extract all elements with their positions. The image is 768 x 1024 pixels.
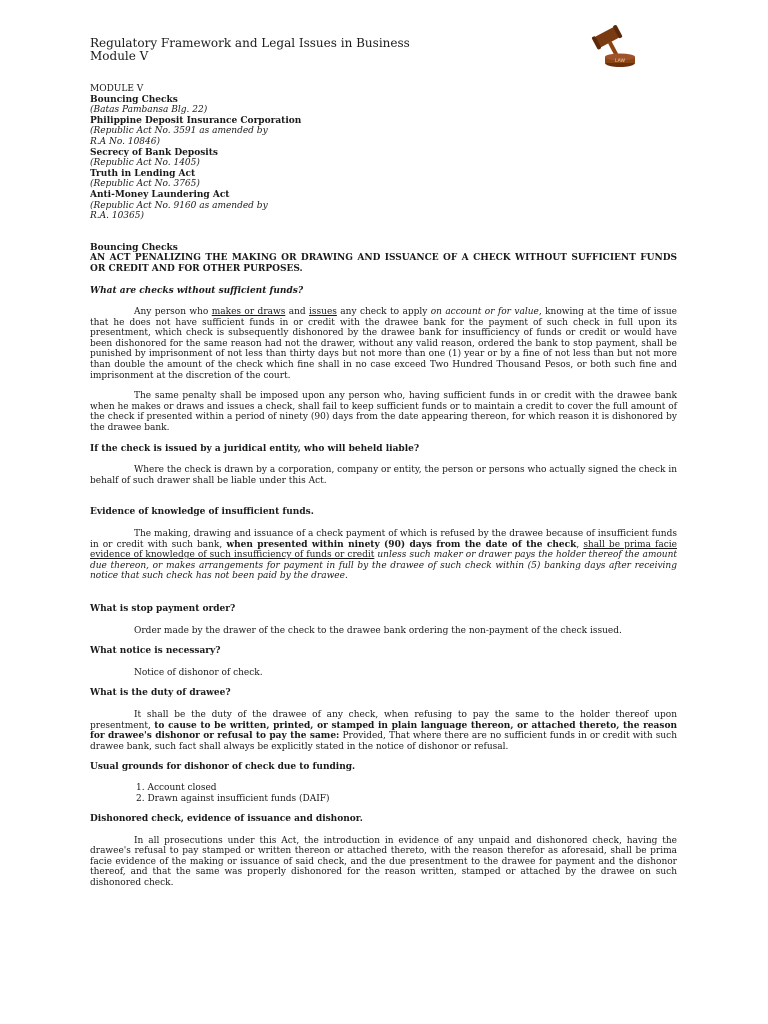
question-heading: What notice is necessary?	[90, 646, 221, 657]
outline-sub: R.A. 10365)	[90, 211, 144, 222]
paragraph: The making, drawing and issuance of a check payment of which is refused by the drawee because of insufficient funds in or credit with such bank, when presented within ninety (90) days from the date of the check, shall be prima facie evidence of knowledge of such insufficiency of funds or credit unless such maker or drawer pays the holder thereof the amount due thereon, or makes arrangements for payment in full by the drawee of such check within (5) banking days after receiving notice that such check has not been paid by the drawee.	[90, 529, 678, 582]
underlined-phrase: makes or draws	[211, 307, 286, 318]
question-heading: Usual grounds for dishonor of check due to funding.	[90, 762, 356, 773]
document-body	[90, 84, 677, 889]
outline-title: Anti-Money Laundering Act	[90, 189, 230, 200]
logo-text: LAW	[615, 59, 625, 64]
gavel-icon	[590, 23, 640, 69]
list-item: 2. Drawn against insufficient funds (DAIF)	[136, 793, 330, 804]
course-title: Regulatory Framework and Legal Issues in Business	[90, 36, 410, 50]
outline-sub: (Republic Act No. 9160 as amended by	[90, 200, 268, 211]
bold-phrase: to cause to be written, printed, or stamped in plain language thereon, or attached thereto, the reason for drawee's dishonor or refusal to pay the same:	[90, 720, 677, 742]
outline-title: Philippine Deposit Insurance Corporation	[90, 115, 302, 126]
question-heading: What is stop payment order?	[90, 603, 236, 614]
underlined-phrase: issues	[309, 307, 337, 318]
outline-sub: R.A No. 10846)	[90, 136, 160, 147]
module-outline	[90, 84, 677, 222]
question-heading: Evidence of knowledge of insufficient funds.	[90, 507, 314, 518]
question-heading: Dishonored check, evidence of issuance and dishonor.	[90, 814, 363, 825]
outline-sub: (Republic Act No. 3591 as amended by	[90, 126, 268, 137]
italic-phrase: unless such maker or drawer pays the holder thereof the amount due thereon, or makes arrangements for payment in full by the drawee of such check within (5) banking days after receiving notice that such check has not been paid by the drawee.	[90, 550, 678, 582]
outline-title: Secrecy of Bank Deposits	[90, 147, 218, 158]
question-heading: If the check is issued by a juridical entity, who will beheld liable?	[90, 443, 420, 454]
italic-phrase: on account or for value	[430, 307, 539, 318]
act-title: AN ACT PENALIZING THE MAKING OR DRAWING AND ISSUANCE OF A CHECK WITHOUT SUFFICIENT FUNDS OR CREDIT AND FOR OTHER PURPOSES.	[90, 253, 677, 274]
question-heading: What are checks without sufficient funds?	[90, 285, 304, 296]
paragraph: The same penalty shall be imposed upon any person who, having sufficient funds in or credit with the drawee bank when he makes or draws and issues a check, shall fail to keep sufficient funds or to maintain a credit to cover the full amount of the check if presented within a period of ninety (90) days from the date appearing thereon, for which reason it is dishonored by the drawee bank.	[90, 391, 677, 434]
section-title: Bouncing Checks	[90, 242, 178, 253]
outline-sub: (Republic Act No. 1405)	[90, 158, 200, 169]
list-item: 1. Account closed	[136, 782, 217, 793]
paragraph: Any person who makes or draws and issues any check to apply on account or for value, knowing at the time of issue that he does not have sufficient funds in or credit with the drawee bank for the payment of such check in full upon its presentment, which check is subsequently dishonored by the drawee bank for insufficiency of funds or credit or would have been dishonored for the same reason had not the drawer, without any valid reason, ordered the bank to stop payment, shall be punished by imprisonment of not less than thirty days but not more than one (1) year or by a fine of not less than but not more than double the amount of the check which fine shall in no case exceed Two Hundred Thousand Pesos, or both such fine and imprisonment at the discretion of the court.	[90, 307, 677, 381]
underlined-phrase: shall be prima facie evidence of knowledge of such insufficiency of funds or credit	[90, 539, 677, 561]
paragraph: Order made by the drawer of the check to the drawee bank ordering the non-payment of the check issued.	[134, 625, 622, 636]
outline-sub: (Republic Act No. 3765)	[90, 179, 200, 190]
outline-title: Bouncing Checks	[90, 94, 178, 105]
paragraph: Notice of dishonor of check.	[134, 667, 263, 678]
question-heading: What is the duty of drawee?	[90, 688, 231, 699]
outline-sub: (Batas Pambansa Blg. 22)	[90, 105, 208, 116]
module-label: MODULE V	[90, 84, 144, 94]
paragraph: In all prosecutions under this Act, the introduction in evidence of any unpaid and dishonored check, having the drawee's refusal to pay stamped or written thereon or attached thereto, with the reason therefor as aforesaid, shall be prima facie evidence of the making or issuance of said check, and the due presentment to the drawee for payment and the dishonor thereof, and that the same was properly dishonored for the reason written, stamped or attached by the drawee on such dishonored check.	[90, 835, 677, 889]
paragraph: It shall be the duty of the drawee of any check, when refusing to pay the same to the holder thereof upon presentment, to cause to be written, printed, or stamped in plain language thereon, or attached thereto, the reason for drawee's dishonor or refusal to pay the same: Provided, That where there are no sufficient funds in or credit with such drawee bank, such fact shall always be explicitly stated in the notice of dishonor or refusal.	[90, 709, 678, 752]
bold-phrase: when presented within ninety (90) days from the date of the check	[226, 539, 577, 550]
running-header	[90, 37, 410, 63]
paragraph: Where the check is drawn by a corporation, company or entity, the person or persons who actually signed the check in behalf of such drawer shall be liable under this Act.	[90, 465, 677, 486]
outline-title: Truth in Lending Act	[90, 168, 196, 179]
module-label: Module V	[90, 49, 149, 63]
